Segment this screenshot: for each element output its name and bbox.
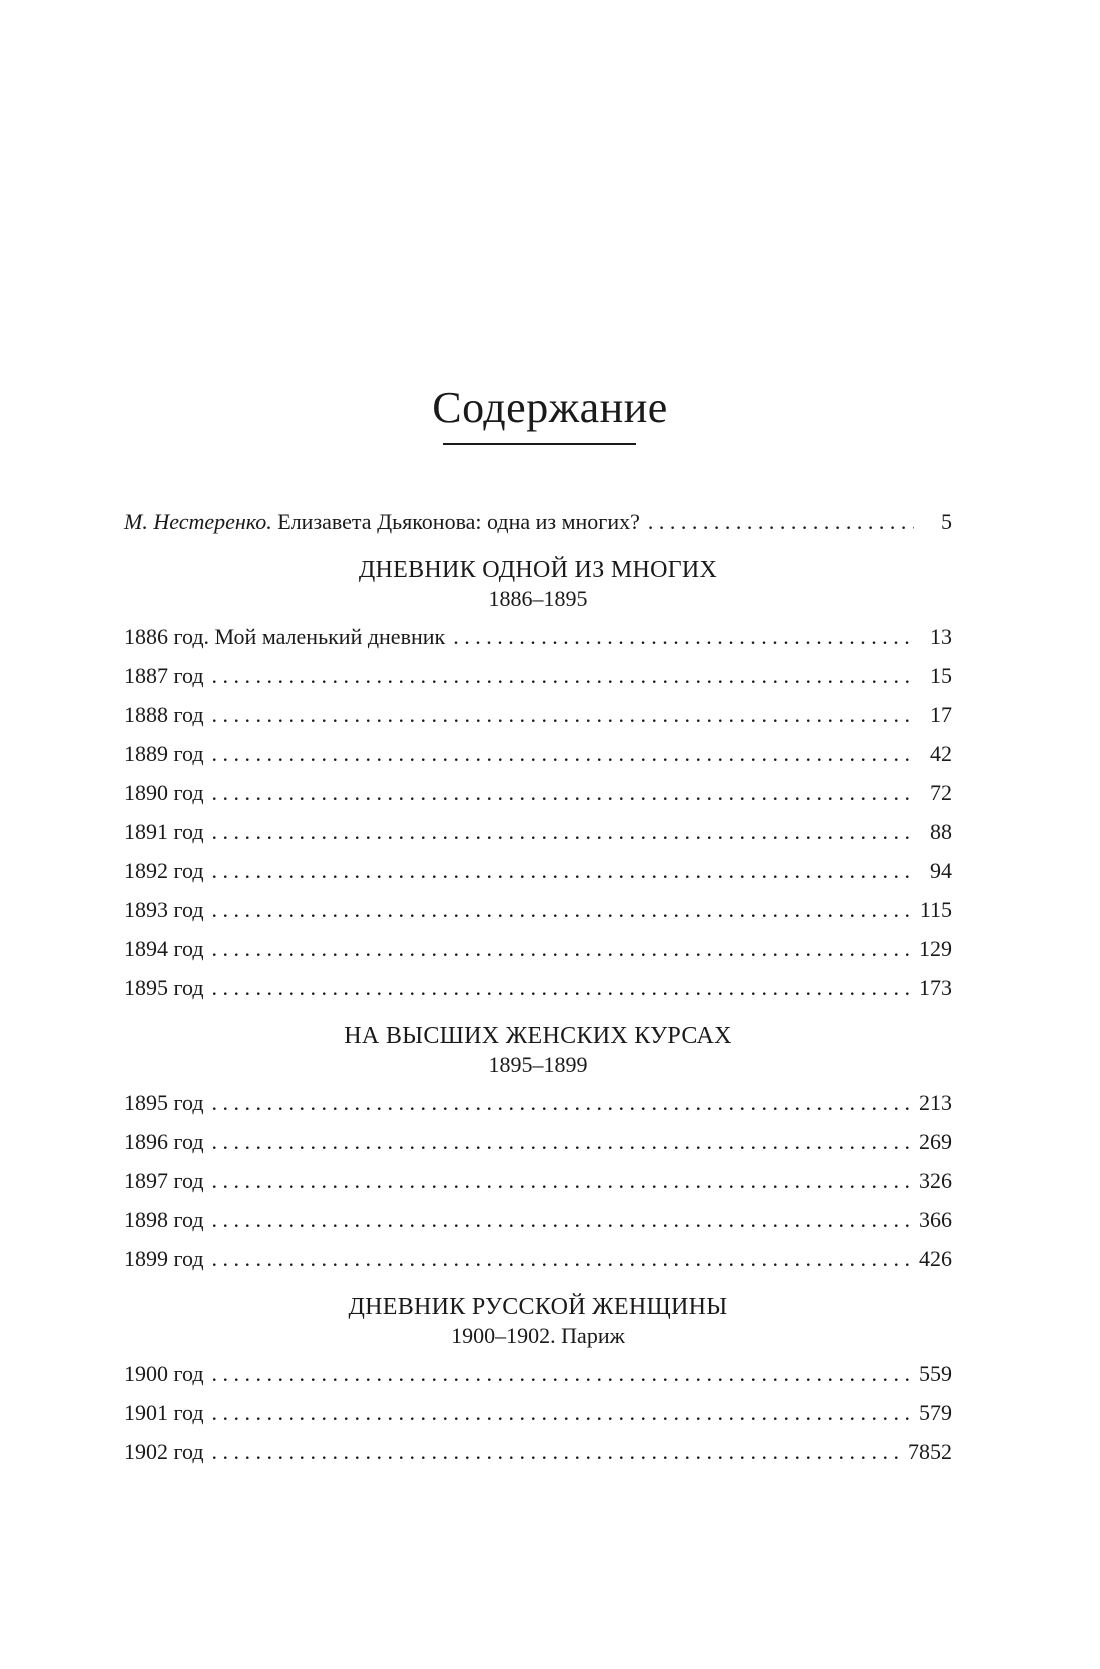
dot-leader bbox=[212, 1200, 911, 1239]
toc-entry-page: 213 bbox=[919, 1090, 952, 1115]
toc-entry[interactable] bbox=[124, 968, 952, 1007]
toc-entry[interactable] bbox=[124, 1239, 952, 1278]
part-header bbox=[124, 541, 952, 617]
toc-entry-label: 1898 год bbox=[124, 1207, 204, 1232]
dot-leader bbox=[212, 1239, 911, 1278]
toc-entry-page: 13 bbox=[930, 624, 952, 649]
toc-entry[interactable] bbox=[124, 617, 952, 656]
dot-leader bbox=[648, 502, 914, 541]
page-title: Содержание bbox=[432, 383, 668, 432]
toc-entry-label: 1886 год. Мой маленький дневник bbox=[124, 624, 446, 649]
toc-entry-label: 1895 год bbox=[124, 1090, 204, 1115]
dot-leader bbox=[212, 656, 914, 695]
toc-entry[interactable] bbox=[124, 1432, 952, 1471]
dot-leader bbox=[453, 617, 914, 656]
toc-entry-page: 326 bbox=[919, 1168, 952, 1193]
toc-entry-label: 1893 год bbox=[124, 897, 204, 922]
toc-entry-page: 579 bbox=[919, 1400, 952, 1425]
dot-leader bbox=[212, 1122, 911, 1161]
toc-entry[interactable] bbox=[124, 890, 952, 929]
toc-entry-page: 88 bbox=[930, 819, 952, 844]
toc-entry-page: 15 bbox=[930, 663, 952, 688]
toc-entry[interactable] bbox=[124, 812, 952, 851]
toc-entry-label: 1899 год bbox=[124, 1246, 204, 1271]
toc-entry[interactable] bbox=[124, 773, 952, 812]
toc-entry-label: 1892 год bbox=[124, 858, 204, 883]
dot-leader bbox=[212, 1432, 900, 1471]
toc-entry-page: 269 bbox=[919, 1129, 952, 1154]
toc-entry-title: Елизавета Дьяконова: одна из многих? bbox=[277, 509, 640, 534]
part-subheading: 1900–1902. Париж bbox=[451, 1323, 625, 1348]
toc-entry-label: 1895 год bbox=[124, 975, 204, 1000]
toc-entry-label: 1902 год bbox=[124, 1439, 204, 1464]
toc-entry[interactable] bbox=[124, 695, 952, 734]
dot-leader bbox=[212, 851, 914, 890]
dot-leader bbox=[212, 695, 914, 734]
toc-entry-label: 1889 год bbox=[124, 741, 204, 766]
toc-entry-page: 129 bbox=[919, 936, 952, 961]
toc-entry-page: 173 bbox=[919, 975, 952, 1000]
toc-entry-page: 94 bbox=[930, 858, 952, 883]
toc-entry-page: 426 bbox=[919, 1246, 952, 1271]
part-heading: ДНЕВНИК ОДНОЙ ИЗ МНОГИХ bbox=[358, 557, 718, 583]
part-heading: ДНЕВНИК РУССКОЙ ЖЕНЩИНЫ bbox=[348, 1294, 728, 1320]
dot-leader bbox=[212, 773, 914, 812]
toc-entry-page: 559 bbox=[919, 1361, 952, 1386]
table-of-contents bbox=[124, 502, 952, 1471]
toc-entry-label: 1896 год bbox=[124, 1129, 204, 1154]
toc-entry-label: 1897 год bbox=[124, 1168, 204, 1193]
dot-leader bbox=[212, 929, 911, 968]
toc-entry[interactable] bbox=[124, 851, 952, 890]
toc-entry[interactable] bbox=[124, 656, 952, 695]
toc-entry[interactable] bbox=[124, 1083, 952, 1122]
toc-entry-page: 42 bbox=[930, 741, 952, 766]
toc-entry-label: 1891 год bbox=[124, 819, 204, 844]
toc-entry-label: 1900 год bbox=[124, 1361, 204, 1386]
toc-entry[interactable] bbox=[124, 734, 952, 773]
dot-leader bbox=[212, 812, 914, 851]
dot-leader bbox=[212, 1161, 911, 1200]
toc-entry[interactable] bbox=[124, 1161, 952, 1200]
toc-entry-page: 7852 bbox=[908, 1439, 952, 1464]
toc-entry-intro[interactable] bbox=[124, 502, 952, 541]
toc-entry-label: 1890 год bbox=[124, 780, 204, 805]
toc-entry-page: 366 bbox=[919, 1207, 952, 1232]
dot-leader bbox=[212, 890, 912, 929]
toc-entry-page: 72 bbox=[930, 780, 952, 805]
toc-entry-label: 1894 год bbox=[124, 936, 204, 961]
dot-leader bbox=[212, 968, 911, 1007]
part-header bbox=[124, 1278, 952, 1354]
dot-leader bbox=[212, 734, 914, 773]
toc-entry[interactable] bbox=[124, 1393, 952, 1432]
toc-entry-label: 1887 год bbox=[124, 663, 204, 688]
toc-entry-label bbox=[124, 502, 640, 541]
toc-entry-page: 115 bbox=[919, 897, 952, 922]
toc-entry[interactable] bbox=[124, 1122, 952, 1161]
title-divider bbox=[443, 443, 636, 445]
toc-entry[interactable] bbox=[124, 1354, 952, 1393]
part-header bbox=[124, 1007, 952, 1083]
dot-leader bbox=[212, 1354, 911, 1393]
part-subheading: 1895–1899 bbox=[488, 1052, 588, 1077]
toc-entry[interactable] bbox=[124, 929, 952, 968]
toc-entry-label: 1901 год bbox=[124, 1400, 204, 1425]
dot-leader bbox=[212, 1083, 911, 1122]
part-heading: НА ВЫСШИХ ЖЕНСКИХ КУРСАХ bbox=[344, 1023, 732, 1049]
toc-entry[interactable] bbox=[124, 1200, 952, 1239]
toc-entry-page: 17 bbox=[930, 702, 952, 727]
toc-entry-page: 5 bbox=[941, 509, 952, 534]
dot-leader bbox=[212, 1393, 911, 1432]
part-subheading: 1886–1895 bbox=[488, 586, 588, 611]
toc-entry-label: 1888 год bbox=[124, 702, 204, 727]
toc-entry-author: М. Нестеренко. bbox=[124, 509, 272, 534]
